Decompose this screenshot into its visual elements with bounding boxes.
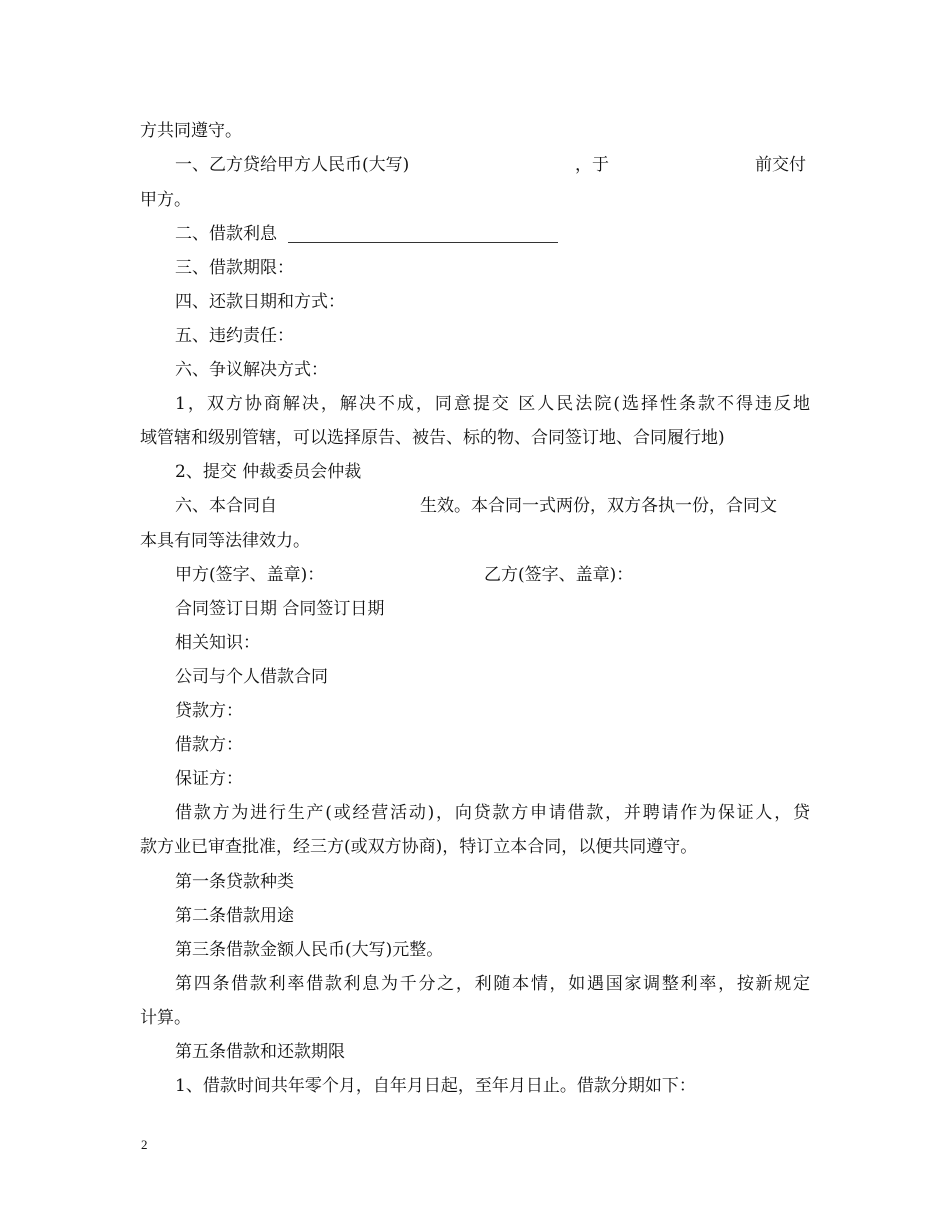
text-line: 域管辖和级别管辖，可以选择原告、被告、标的物、合同签订地、合同履行地) [140,428,725,448]
text-line: 借款方： [175,735,243,755]
text-line: 五、违约责任： [175,326,294,346]
text-line: 第二条借款用途 [175,906,294,926]
text-line: 借款方为进行生产(或经营活动)，向贷款方申请借款，并聘请作为保证人，贷 [175,803,810,823]
text-line-loan-amount [175,154,810,176]
text-segment: 前交付 [755,155,806,175]
party-a-signature: 甲方(签字、盖章)： [175,565,325,585]
section-heading: 公司与个人借款合同 [175,667,328,687]
text-segment: 生效。本合同一式两份，双方各执一份，合同文 [420,496,777,516]
party-b-signature: 乙方(签字、盖章)： [484,565,634,585]
text-line: 甲方。 [140,190,191,210]
text-line: 方共同遵守。 [140,121,242,141]
text-line: 本具有同等法律效力。 [140,531,310,551]
text-segment: 六、本合同自 [175,496,277,516]
text-line: 保证方： [175,769,243,789]
text-line: 第一条贷款种类 [175,872,294,892]
text-line: 六、争议解决方式： [175,360,328,380]
text-line: 第五条借款和还款期限 [175,1042,345,1062]
text-line: 相关知识： [175,633,260,653]
text-segment: 一、乙方贷给甲方人民币(大写) [175,155,410,175]
text-line: 第三条借款金额人民币(大写)元整。 [175,940,444,960]
text-line: 四、还款日期和方式： [175,292,345,312]
text-segment: 二、借款利息 [175,224,277,244]
text-line: 1、借款时间共年零个月，自年月日起，至年月日止。借款分期如下： [175,1076,696,1096]
text-line: 三、借款期限： [175,258,294,278]
text-line: 计算。 [140,1008,191,1028]
page-number: 2 [141,1137,148,1152]
text-line: 合同签订日期 合同签订日期 [175,599,385,619]
blank-underline [288,223,558,243]
text-line: 第四条借款利率借款利息为千分之，利随本情，如遇国家调整利率，按新规定 [175,974,810,994]
text-line: 2、提交 仲裁委员会仲裁 [175,462,362,482]
text-line: 贷款方： [175,701,243,721]
text-line-effective [175,495,810,517]
text-line: 1，双方协商解决，解决不成，同意提交 区人民法院(选择性条款不得违反地 [175,394,810,414]
text-line-interest [175,223,810,245]
signature-line [175,564,810,586]
text-segment: ，于 [575,155,609,175]
text-line: 款方业已审查批准，经三方(或双方协商)，特订立本合同，以便共同遵守。 [140,837,698,857]
